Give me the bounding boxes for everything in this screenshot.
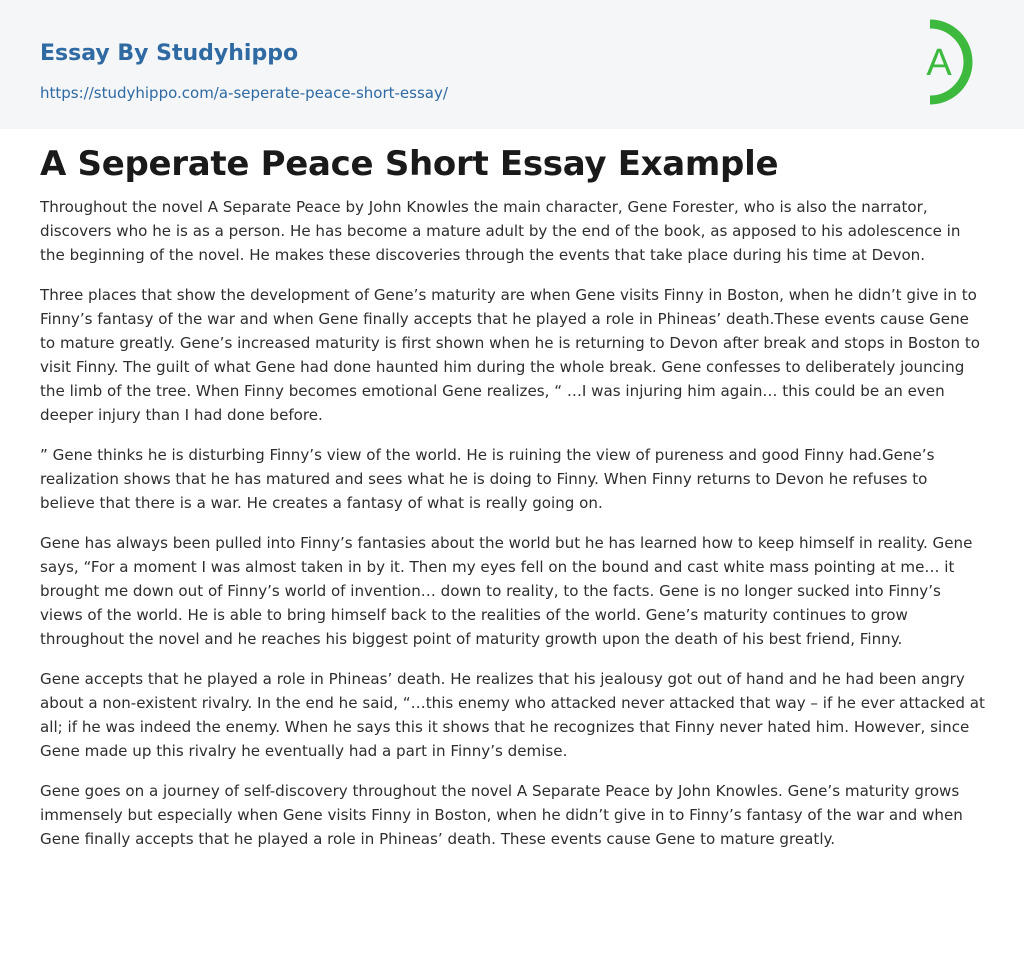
essay-paragraph: Gene has always been pulled into Finny’s fantasies about the world but he has learned how to keep himself in reality. Gene says, “For a moment I was almost taken in by it. Then my eyes fell on the bound and cast white mass pointing at me… it brought me down out of Finny’s world of invention… down to reality, to the facts. Gene is no longer sucked into Finny’s views of the world. He is able to bring himself back to the realities of the world. Gene’s maturity continues to grow throughout the novel and he reaches his biggest point of maturity growth upon the death of his best friend, Finny. (40, 534, 973, 648)
essay-paragraph: Gene goes on a journey of self-discovery throughout the novel A Separate Peace by John Knowles. Gene’s maturity grows immensely but especially when Gene visits Finny in Boston, when he didn’t give in to Finny’s fantasy of the war and when Gene finally accepts that he played a role in Phineas’ death. These events cause Gene to mature greatly. (40, 782, 963, 848)
site-header (0, 0, 1024, 129)
essay-paragraph: ” Gene thinks he is disturbing Finny’s view of the world. He is ruining the view of pureness and good Finny had.Gene’s realization shows that he has matured and sees what he is doing to Finny. When Finny returns to Devon he refuses to believe that there is a war. He creates a fantasy of what is really going on. (40, 446, 935, 512)
source-url-link[interactable]: https://studyhippo.com/a-seperate-peace-short-essay/ (40, 84, 448, 102)
page-title: A Seperate Peace Short Essay Example (40, 144, 779, 184)
essay-body (40, 195, 986, 867)
essay-paragraph: Throughout the novel A Separate Peace by John Knowles the main character, Gene Forester, who is also the narrator, discovers who he is as a person. He has become a mature adult by the end of the book, as apposed to his adolescence in the beginning of the novel. He makes these discoveries through the events that take place during his time at Devon. (40, 198, 961, 264)
essay-paragraph: Three places that show the development of Gene’s maturity are when Gene visits Finny in Boston, when he didn’t give in to Finny’s fantasy of the war and when Gene finally accepts that he played a role in Phineas’ death.These events cause Gene to mature greatly. Gene’s increased maturity is first shown when he is returning to Devon after break and stops in Boston to visit Finny. The guilt of what Gene had done haunted him during the whole break. Gene confesses to deliberately jouncing the limb of the tree. When Finny becomes emotional Gene realizes, “ …I was injuring him again… this could be an even deeper injury than I had done before. (40, 286, 981, 424)
site-brand[interactable]: Essay By Studyhippo (40, 41, 299, 66)
essay-paragraph: Gene accepts that he played a role in Phineas’ death. He realizes that his jealousy got out of hand and he had been angry about a non-existent rivalry. In the end he said, “…this enemy who attacked never attacked that way – if he ever attacked at all; if he was indeed the enemy. When he says this it shows that he recognizes that Finny never hated him. However, since Gene made up this rivalry he eventually had a part in Finny’s demise. (40, 670, 985, 760)
studyhippo-logo-icon[interactable] (912, 19, 986, 105)
logo-letter: A (926, 42, 952, 84)
